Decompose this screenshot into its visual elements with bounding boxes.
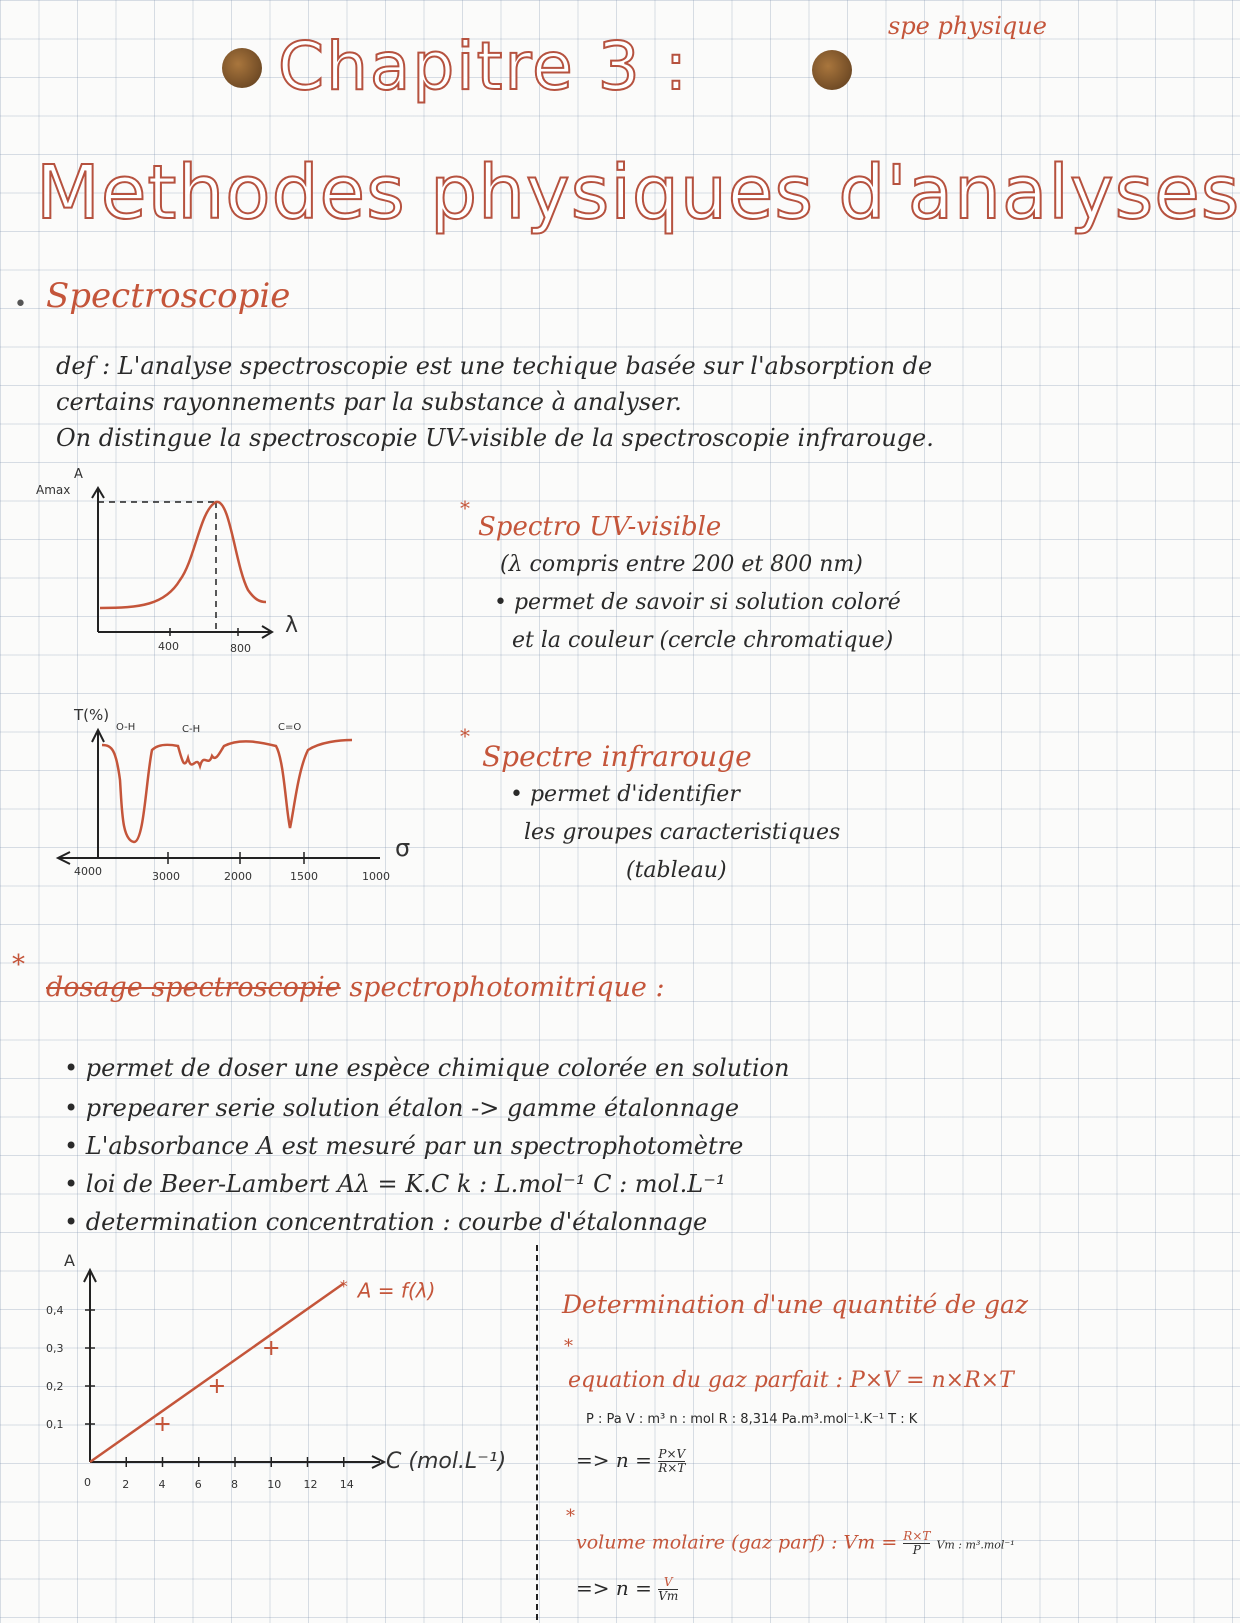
calibration-curve-graph	[40, 1252, 540, 1502]
chapter-title: Chapitre 3 :	[278, 28, 689, 105]
gas-formula-2: => n = $\frac{V}{Vm}$	[576, 1575, 679, 1603]
calib-line-end-mark: *	[339, 1276, 348, 1296]
calib-x-tick-label-6: 6	[194, 1478, 202, 1491]
uv-tick-800: 800	[230, 642, 251, 655]
calib-x-tick-label-12: 12	[303, 1478, 318, 1491]
ir-x-label: σ	[395, 834, 411, 862]
calib-fit-line	[90, 1283, 344, 1462]
ir-tick-4000: 4000	[74, 865, 102, 878]
calib-x-label: C (mol.L⁻¹)	[386, 1449, 507, 1474]
gas-star-2: *	[566, 1506, 575, 1527]
ir-y-label: T(%)	[74, 706, 110, 724]
calib-data-point-3	[264, 1341, 278, 1355]
ir-band-oh: O-H	[116, 722, 136, 733]
gas-formula-1-den: R×T	[658, 1461, 686, 1475]
ir-note-title: Spectre infrarouge	[482, 740, 752, 773]
gas-formula-1-num: P×V	[658, 1447, 686, 1461]
binder-hole-left	[222, 48, 262, 88]
ir-note-line-2: les groupes caracteristiques	[524, 820, 841, 845]
ir-tick-1000: 1000	[362, 870, 390, 883]
calib-data-point-2	[210, 1379, 224, 1393]
ir-note-line-3: (tableau)	[626, 858, 727, 883]
calib-y-tick-label-0,1: 0,1	[46, 1418, 64, 1431]
bullet-3: • L'absorbance A est mesuré par un spectrophotomètre	[64, 1132, 744, 1160]
calib-y-tick-label-0,4: 0,4	[46, 1304, 64, 1317]
calib-y-label: A	[64, 1251, 75, 1270]
uv-note-line-1: (λ compris entre 200 et 800 nm)	[500, 552, 863, 577]
ir-spectrum-graph	[50, 700, 440, 910]
ir-band-co: C=O	[278, 722, 302, 733]
gas-formula-2-num: V	[658, 1576, 678, 1590]
corner-label: spe physique	[888, 12, 1047, 40]
ir-note-star: *	[460, 724, 470, 748]
bullet-4: • loi de Beer-Lambert Aλ = K.C k : L.mol⁻¹ C : mol.L⁻¹	[64, 1170, 726, 1198]
definition-line-1: def : L'analyse spectroscopie est une techique basée sur l'absorption de	[56, 352, 933, 380]
calib-x-tick-label-4: 4	[158, 1478, 166, 1491]
gas-formula-1: => n = $\frac{P\times V}{R\times T}$	[576, 1447, 686, 1475]
gas-vm-num: R×T	[903, 1529, 931, 1543]
calib-y-tick-label-0,2: 0,2	[46, 1380, 64, 1393]
uv-spectrum-graph	[30, 467, 350, 670]
calib-y-tick-label-0,3: 0,3	[46, 1342, 64, 1355]
calib-data-point-1	[156, 1417, 170, 1431]
uv-tick-400: 400	[158, 640, 179, 653]
uv-y-label: Amax	[36, 483, 71, 497]
uv-note-line-2: • permet de savoir si solution coloré	[494, 590, 901, 615]
gas-vm-den: P	[912, 1543, 921, 1557]
uv-note-star: *	[460, 496, 470, 520]
uv-y-label-top: A	[74, 467, 83, 482]
calib-x-tick-label-10: 10	[267, 1478, 282, 1491]
ir-tick-1500: 1500	[290, 870, 318, 883]
gas-equation: equation du gaz parfait : P×V = n×R×T	[568, 1368, 1014, 1393]
calib-x-tick-label-8: 8	[231, 1478, 238, 1491]
definition-line-3: On distingue la spectroscopie UV-visible de la spectroscopie infrarouge.	[56, 424, 934, 452]
gas-star-1: *	[564, 1336, 573, 1357]
binder-hole-right	[812, 50, 852, 90]
bullet-2: • prepearer serie solution étalon -> gamme étalonnage	[64, 1094, 740, 1122]
calib-x-tick-label-2: 2	[122, 1478, 130, 1491]
gas-molar-volume: volume molaire (gaz parf) : Vm = $\frac{R\times T}{P}$ Vm : m³.mol⁻¹	[576, 1529, 1015, 1557]
section-heading-spectroscopie: Spectroscopie	[46, 276, 291, 316]
calib-curve-label: A = f(λ)	[357, 1278, 436, 1303]
gas-vm-unit: Vm : m³.mol⁻¹	[936, 1538, 1015, 1552]
chapter-subtitle: Methodes physiques d'analyses	[36, 150, 1240, 236]
ir-tick-2000: 2000	[224, 870, 252, 883]
ir-tick-3000: 3000	[152, 870, 180, 883]
column-separator	[536, 1245, 538, 1620]
ir-band-ch: C-H	[182, 724, 201, 735]
bullet-1: • permet de doser une espèce chimique colorée en solution	[64, 1054, 790, 1082]
section2-heading-struck: dosage spectroscopie	[46, 972, 341, 1003]
bullet-dot: •	[14, 292, 27, 317]
uv-note-title: Spectro UV-visible	[478, 512, 722, 542]
uv-note-line-3: et la couleur (cercle chromatique)	[512, 628, 894, 653]
gas-formula-2-den: Vm	[658, 1589, 679, 1603]
section2-heading-main: spectrophotomitrique :	[349, 972, 665, 1003]
section2-star: *	[12, 950, 25, 980]
bullet-5: • determination concentration : courbe d'étalonnage	[64, 1208, 708, 1236]
gas-units: P : Pa V : m³ n : mol R : 8,314 Pa.m³.mol⁻¹.K⁻¹ T : K	[586, 1412, 918, 1427]
uv-x-label: λ	[285, 613, 299, 638]
calib-origin: 0	[84, 1476, 91, 1489]
definition-line-2: certains rayonnements par la substance à analyser.	[56, 388, 682, 416]
section2-heading	[46, 972, 665, 1003]
calib-x-tick-label-14: 14	[339, 1478, 354, 1491]
gas-title: Determination d'une quantité de gaz	[562, 1290, 1029, 1319]
ir-note-line-1: • permet d'identifier	[510, 782, 740, 807]
